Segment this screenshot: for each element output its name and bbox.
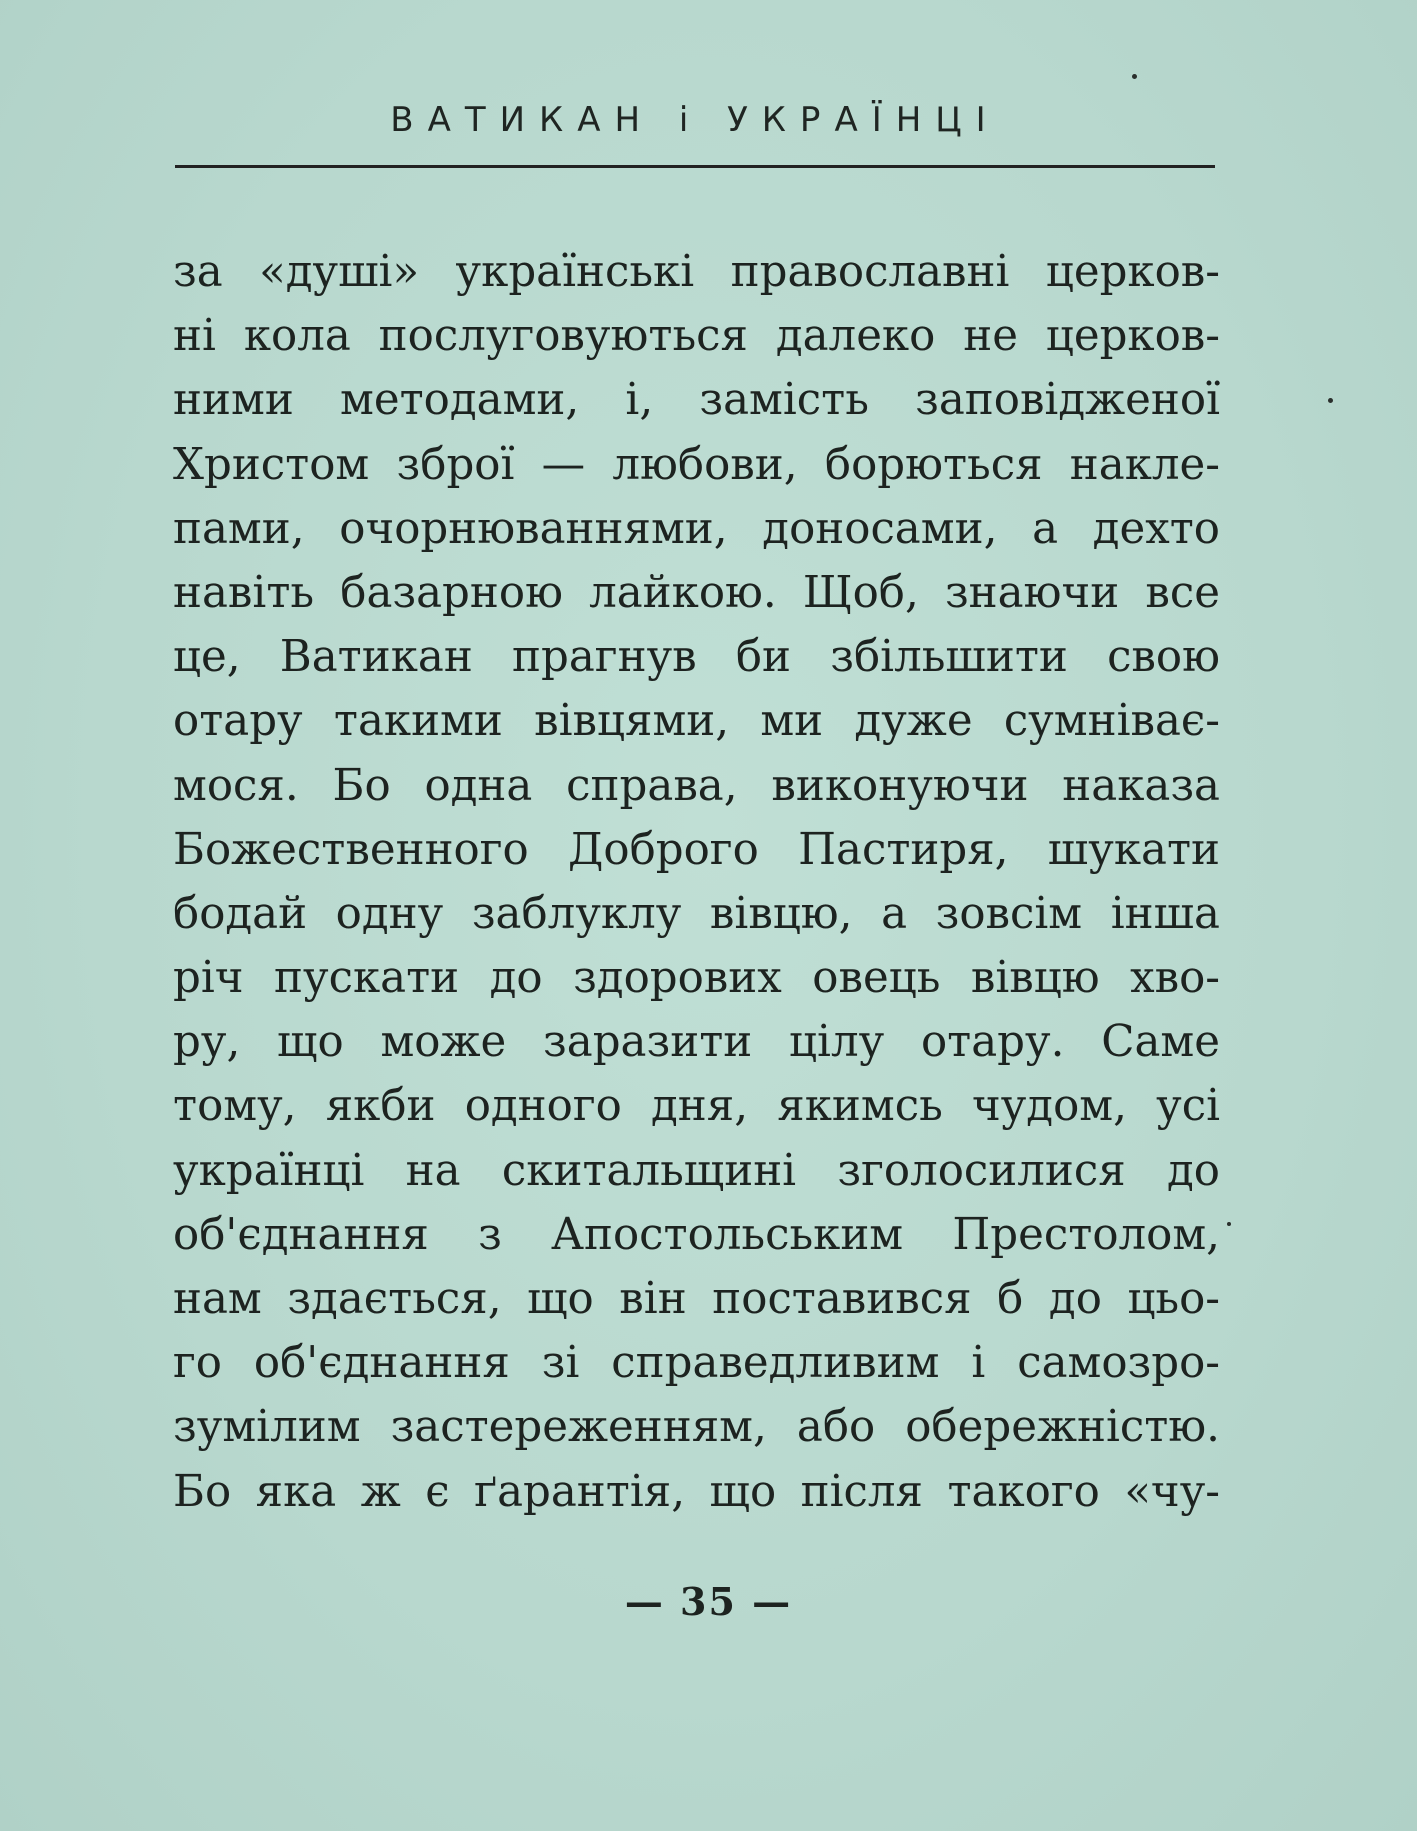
text-line: навіть базарною лайкою. Щоб, знаючи все (173, 567, 1220, 618)
text-line: Христом зброї — любови, борються накле- (173, 439, 1220, 490)
text-line: ру, що може заразити цілу отару. Саме (173, 1017, 1220, 1068)
running-head-title: ВАТИКАН і УКРАЇНЦІ (390, 100, 1000, 140)
text-line: об'єднання з Апостольським Престолом, (173, 1209, 1220, 1260)
paper-speck (1328, 398, 1333, 403)
paper-speck (1132, 74, 1137, 79)
text-line: зумілим застереженням, або обережністю. (173, 1402, 1220, 1453)
text-line: ними методами, і, замість заповідженої (173, 375, 1220, 426)
text-line: річ пускати до здорових овець вівцю хво- (173, 953, 1220, 1004)
text-line: українці на скитальщині зголосилися до (173, 1145, 1220, 1196)
text-line: це, Ватикан прагнув би збільшити свою (173, 632, 1220, 683)
text-line: Божественного Доброго Пастиря, шукати (173, 824, 1220, 875)
header-rule (175, 165, 1215, 168)
text-line: го об'єднання зі справедливим і самозро- (173, 1338, 1220, 1389)
page-number: — 35 — (624, 1579, 793, 1624)
text-line: тому, якби одного дня, якимсь чудом, усі (173, 1081, 1220, 1132)
body-text (173, 240, 1220, 1524)
text-line: отару такими вівцями, ми дуже сумніває- (173, 696, 1220, 747)
paper-speck (1227, 1222, 1231, 1226)
text-line: ні кола послуговуються далеко не церков- (173, 311, 1220, 362)
text-line: бодай одну заблуклу вівцю, а зовсім інша (173, 888, 1220, 939)
text-line: нам здається, що він поставився б до цьо- (173, 1274, 1220, 1324)
text-line: пами, очорнюваннями, доносами, а дехто (173, 503, 1220, 554)
text-line: Бо яка ж є ґарантія, що після такого «чу- (173, 1466, 1220, 1517)
text-line: мося. Бо одна справа, виконуючи наказа (173, 760, 1220, 811)
text-line: за «душі» українські православні церков- (173, 247, 1220, 297)
